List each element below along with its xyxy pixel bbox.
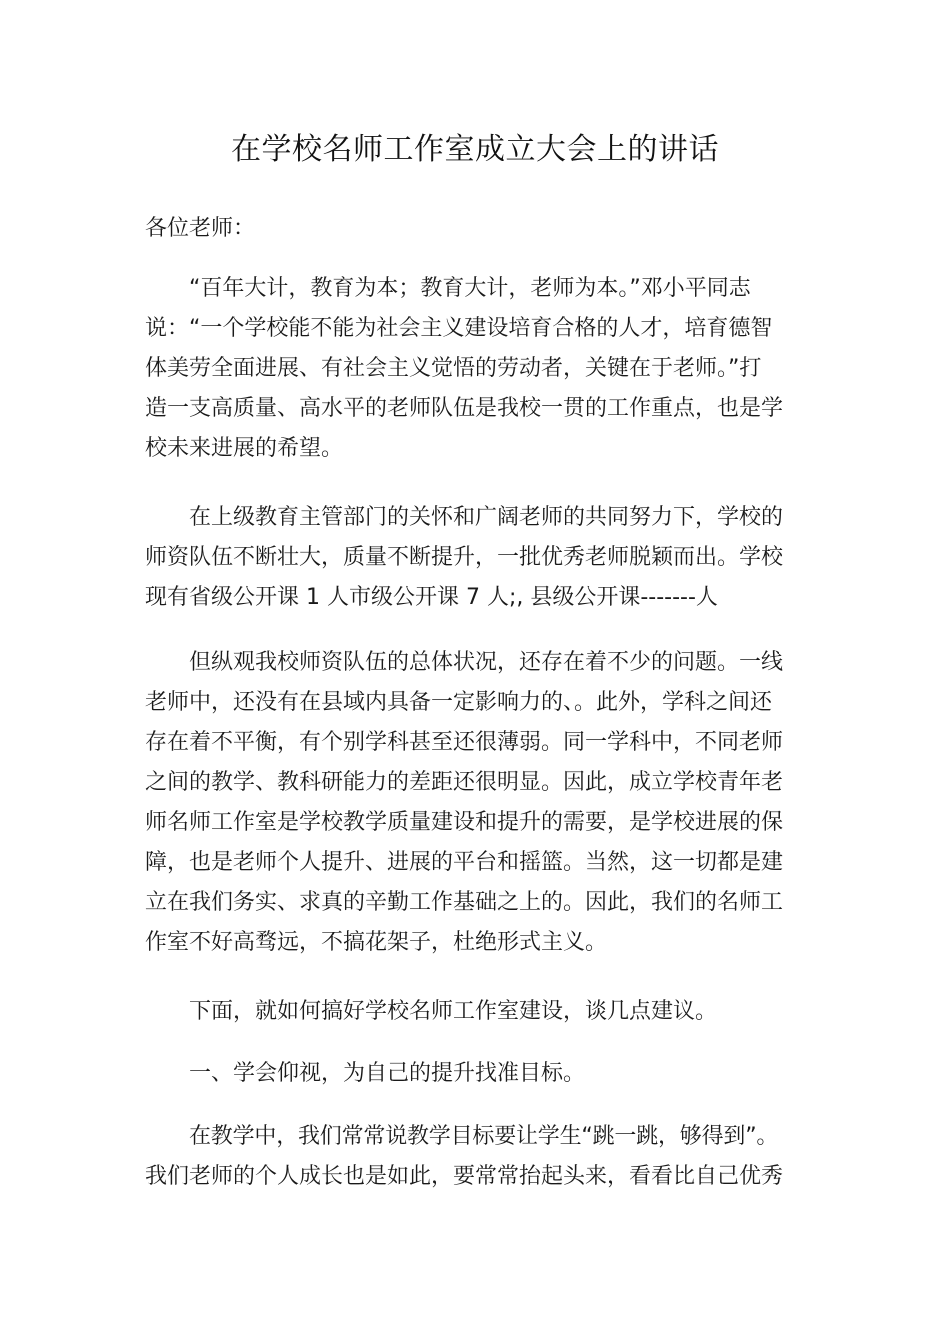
paragraph-line: 师资队伍不断壮大，质量不断提升，一批优秀老师脱颖而出。学校 [145, 545, 784, 570]
paragraph-3 [145, 643, 805, 963]
paragraph-line: 体美劳全面进展、有社会主义觉悟的劳动者，关键在于老师。”打 [145, 356, 762, 381]
paragraph-line: 存在着不平衡，有个别学科甚至还很薄弱。同一学科中，不同老师 [145, 730, 784, 755]
paragraph-1 [145, 269, 805, 469]
paragraph-line: 我们老师的个人成长也是如此，要常常抬起头来，看看比自己优秀 [145, 1164, 784, 1189]
section-heading-1 [145, 1054, 805, 1094]
paragraph-line: 作室不好高骛远，不搞花架子，杜绝形式主义。 [145, 930, 608, 955]
paragraph-line: 一、学会仰视，为自己的提升找准目标。 [189, 1061, 586, 1086]
paragraph-line: 但纵观我校师资队伍的总体状况，还存在着不少的问题。一线 [189, 650, 784, 675]
paragraph-line: 障，也是老师个人提升、进展的平台和摇篮。当然，这一切都是建 [145, 850, 784, 875]
paragraph-6 [145, 1117, 805, 1197]
salutation: 各位老师： [145, 216, 256, 241]
document-title: 在学校名师工作室成立大会上的讲话 [231, 132, 719, 167]
paragraph-line: 造一支高质量、高水平的老师队伍是我校一贯的工作重点，也是学 [145, 396, 784, 421]
paragraph-line: “百年大计，教育为本；教育大计，老师为本。”邓小平同志 [189, 276, 751, 301]
paragraph-line: 之间的教学、教科研能力的差距还很明显。因此，成立学校青年老 [145, 770, 784, 795]
paragraph-line: 在上级教育主管部门的关怀和广阔老师的共同努力下，学校的 [189, 505, 784, 530]
paragraph-line: 立在我们务实、求真的辛勤工作基础之上的。因此，我们的名师工 [145, 890, 784, 915]
paragraph-4 [145, 992, 805, 1032]
paragraph-line: 说：“一个学校能不能为社会主义建设培育合格的人才，培育德智 [145, 316, 773, 341]
paragraph-2 [145, 498, 805, 618]
paragraph-line: 老师中，还没有在县域内具备一定影响力的、。此外，学科之间还 [145, 690, 773, 715]
paragraph-line: 现有省级公开课 1 人市级公开课 7 人;, 县级公开课-------人 [145, 585, 718, 610]
paragraph-line: 校未来进展的希望。 [145, 436, 344, 461]
paragraph-line: 师名师工作室是学校教学质量建设和提升的需要，是学校进展的保 [145, 810, 784, 835]
paragraph-line: 下面，就如何搞好学校名师工作室建设，谈几点建议。 [189, 999, 718, 1024]
paragraph-line: 在教学中，我们常常说教学目标要让学生“跳一跳，够得到”。 [189, 1124, 779, 1149]
